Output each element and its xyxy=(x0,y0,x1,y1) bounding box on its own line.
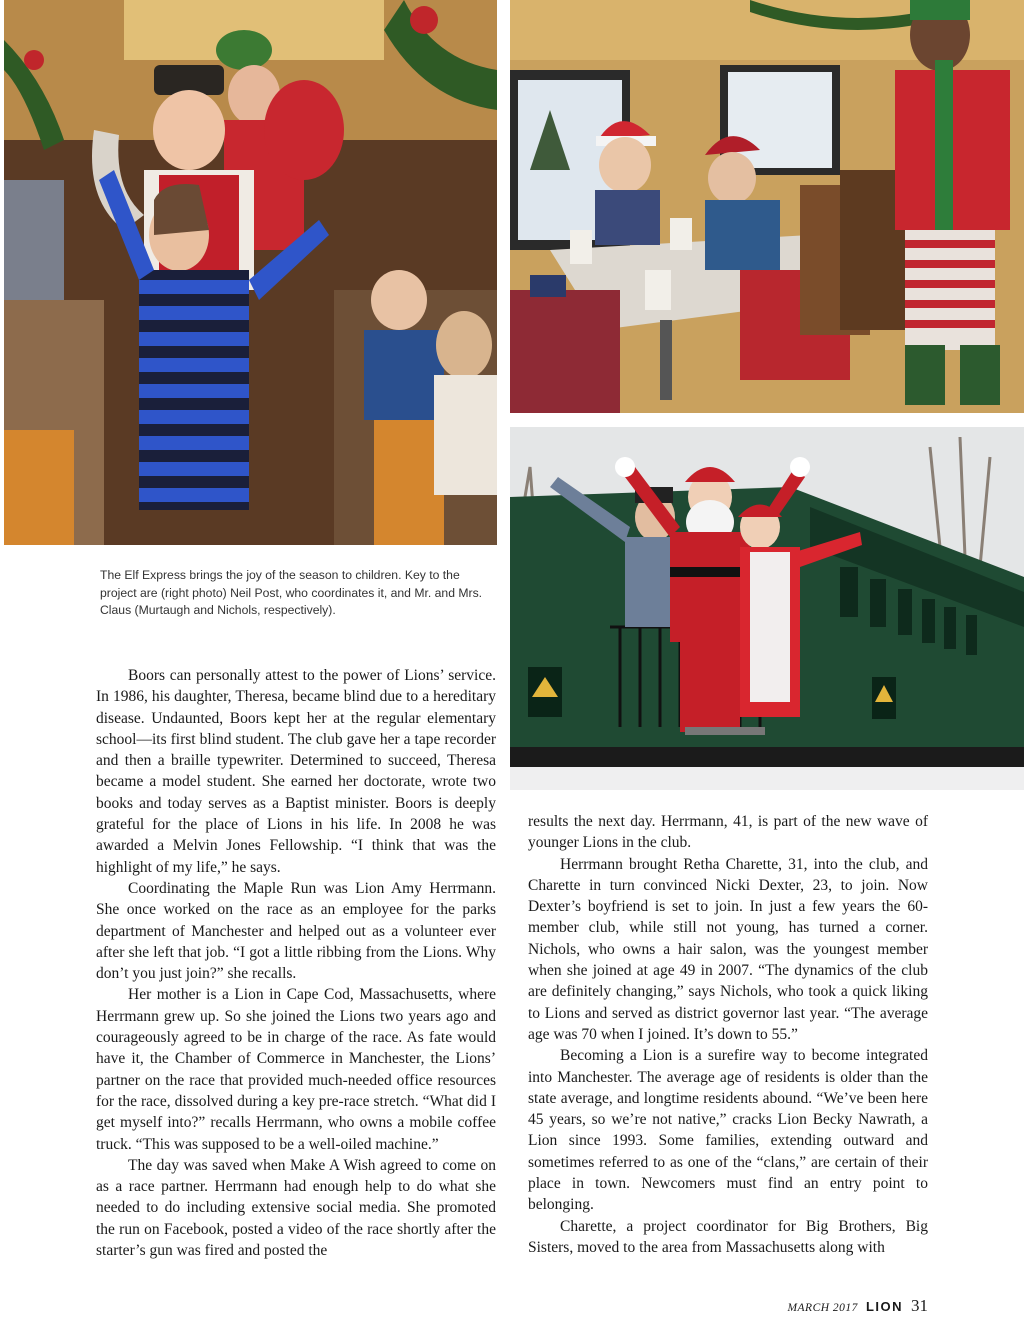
photo-santa-on-train xyxy=(510,427,1024,790)
page-number: 31 xyxy=(911,1296,928,1315)
article-column-right xyxy=(528,811,928,1258)
paragraph: Coordinating the Maple Run was Lion Amy Herrmann. She once worked on the race as an employee for the parks department of Manchester and helped out as a volunteer ever after she left that job. “I got a little ribbing from the Lions. Why don’t you just join?” she recalls. xyxy=(96,879,496,983)
photo-caption: The Elf Express brings the joy of the season to children. Key to the project are (right photo) Neil Post, who coordinates it, and Mr. and Mrs. Claus (Murtaugh and Nichols, respectively). xyxy=(100,568,483,617)
page-footer xyxy=(787,1296,928,1316)
paragraph: Charette, a project coordinator for Big Brothers, Big Sisters, moved to the area from Massachusetts along with xyxy=(528,1217,928,1256)
magazine-name: LION xyxy=(865,1299,903,1314)
paragraph: Becoming a Lion is a surefire way to become integrated into Manchester. The average age of residents is older than the state average, and longtime residents abound. “We’ve been here 45 years, so we’re not native,” cracks Lion Becky Nawrath, a Lion since 1993. Some families, extending outward and sometimes referred to as one of the “clans,” are certain of their place in town. Newcomers must find an entry point to belonging. xyxy=(528,1047,928,1214)
paragraph: Her mother is a Lion in Cape Cod, Massachusetts, where Herrmann grew up. So she joined the Lions two years ago and courageously agreed to be in charge of the race. As fate would have it, the Chamber of Commerce in Manchester, the Lions’ partner on the race that provided much-needed office resources for the race, dissolved during a key pre-race stretch. “What did I get myself into?” recalls Herrmann, who owns a mobile coffee truck. “This was supposed to be a well-oiled machine.” xyxy=(96,986,496,1153)
article-column-left xyxy=(96,665,496,1261)
paragraph: The day was saved when Make A Wish agreed to come on as a race partner. Herrmann had enough help to do what she needed to do including extensive social media. She promoted the run on Facebook, posted a video of the race shortly after the starter’s gun was fired and posted the xyxy=(96,1156,496,1260)
photo-elf-express-dancing xyxy=(4,0,497,545)
paragraph: Boors can personally attest to the power of Lions’ service. In 1986, his daughter, Theresa, became blind due to a hereditary disease. Undaunted, Boors kept her at the regular elementary school—its first blind student. The club gave her a tape recorder and then a braille typewriter. Determined to succeed, Theresa became a model student. She earned her doctorate, wrote two books and today serves as a Baptist minister. Boors is deeply grateful for the place of Lions in his life. In 2008 he was awarded a Melvin Jones Fellowship. “I think that was the highlight of my life,” he says. xyxy=(96,667,496,876)
issue-date: MARCH 2017 xyxy=(787,1302,858,1314)
photo-elf-greeting-children xyxy=(510,0,1024,413)
paragraph: Herrmann brought Retha Charette, 31, into the club, and Charette in turn convinced Nicki Dexter, 23, to join. Now Dexter’s boyfriend is set to join. In just a few years the 60-member club, while still not young, has turned a corner. Nichols, who owns a hair salon, was the youngest member when she joined at age 49 in 2007. “The dynamics of the club are definitely changing,” says Nichols, who took a quick liking to Lions and served as district governor last year. “The average age was 70 when I joined. It’s down to 55.” xyxy=(528,855,928,1043)
paragraph: results the next day. Herrmann, 41, is part of the new wave of younger Lions in the club. xyxy=(528,813,928,852)
